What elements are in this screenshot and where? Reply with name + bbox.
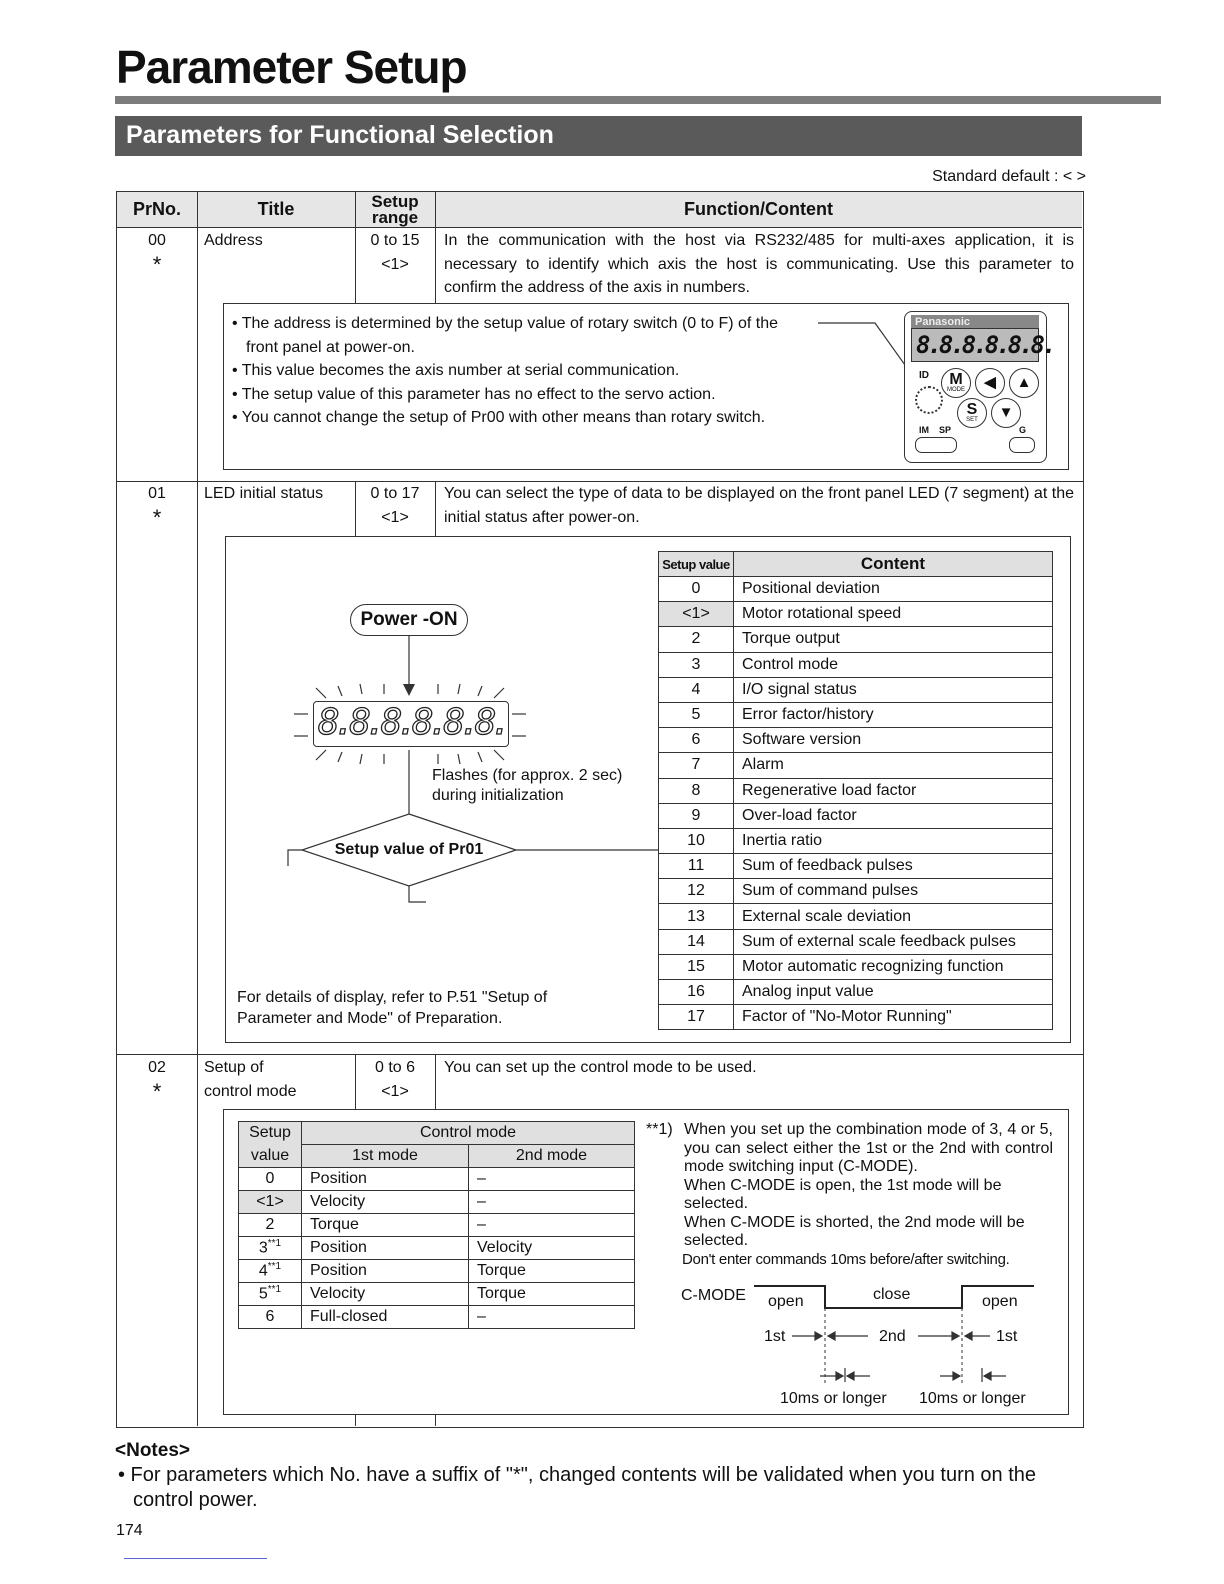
pr00-bullets xyxy=(232,312,778,430)
pr00-bullet: • You cannot change the setup of Pr00 with other means than rotary switch. xyxy=(232,409,766,426)
col-setup-value: Setup value xyxy=(659,552,734,577)
pr02-no xyxy=(117,1056,197,1106)
setup-value-text: 0 xyxy=(265,1170,275,1187)
table-row xyxy=(659,577,1053,602)
left-button[interactable] xyxy=(975,368,1005,398)
col-line xyxy=(435,481,436,537)
setup-value-cell: 3 xyxy=(659,652,734,677)
page-title: Parameter Setup xyxy=(116,41,467,93)
content-cell: Control mode xyxy=(734,652,1053,677)
pr00-bullet: • This value becomes the axis number at serial communication. xyxy=(232,362,680,379)
col-control-mode: Control mode xyxy=(302,1122,635,1145)
pr02-title-line: Setup of xyxy=(204,1059,264,1076)
content-cell: Sum of external scale feedback pulses xyxy=(734,929,1053,954)
content-cell: Sum of feedback pulses xyxy=(734,854,1053,879)
pr01-range-text: 0 to 17 xyxy=(370,485,420,502)
pr00-content: In the communication with the host via RS232/485 for multi-axes application, it is necessary to identify which axis the host is communicating. Use this parameter to confirm the address of the axis in numbers. xyxy=(444,232,1074,296)
table-row xyxy=(659,677,1053,702)
header-range xyxy=(355,192,435,228)
pr00-title: Address xyxy=(204,232,263,249)
second-mode-cell: – xyxy=(469,1191,635,1214)
set-button-label: S xyxy=(966,401,978,418)
table-header-row xyxy=(239,1145,635,1168)
setup-value-cell: <1> xyxy=(659,602,734,627)
setup-value-cell: 10 xyxy=(659,828,734,853)
content-cell: Over-load factor xyxy=(734,803,1053,828)
content-cell: External scale deviation xyxy=(734,904,1053,929)
panel-sp-label: SP xyxy=(939,425,952,435)
panel-im-label: IM xyxy=(919,425,929,435)
table-row xyxy=(659,929,1053,954)
pr00-bullet: front panel at power-on. xyxy=(246,338,415,356)
setup-value-cell: 9 xyxy=(659,803,734,828)
panel-brand: Panasonic xyxy=(911,315,1039,329)
cmode-label: C-MODE xyxy=(681,1287,746,1304)
setup-value-text: 3 xyxy=(258,1239,268,1257)
detail-note xyxy=(237,987,547,1029)
setup-value-cell: 13 xyxy=(659,904,734,929)
content-cell: Software version xyxy=(734,728,1053,753)
setup-value-text: <1> xyxy=(256,1193,284,1210)
content-cell: Sum of command pulses xyxy=(734,879,1053,904)
content-cell: Analog input value xyxy=(734,980,1053,1005)
pr00-range-text: 0 to 15 xyxy=(370,232,420,249)
rotary-switch-icon xyxy=(915,386,943,414)
pr01-range xyxy=(355,482,435,529)
pr02-title xyxy=(204,1056,297,1103)
header-function-label: Function/Content xyxy=(684,199,833,219)
ground-terminal-icon xyxy=(1009,437,1035,453)
first-mode-cell: Velocity xyxy=(302,1191,469,1214)
pr00-mark: * xyxy=(152,251,162,277)
timing-first: 1st xyxy=(996,1328,1018,1345)
pr00-default: <1> xyxy=(381,255,409,273)
col-second-mode: 2nd mode xyxy=(469,1145,635,1168)
footnote-mark: **1 xyxy=(267,1261,282,1273)
pr01-mark: * xyxy=(152,504,162,530)
note-mark: **1) xyxy=(646,1121,673,1138)
table-row xyxy=(659,854,1053,879)
table-row xyxy=(239,1237,635,1260)
note-text: When C-MODE is open, the 1st mode will be selected. xyxy=(684,1176,1002,1212)
title-rule xyxy=(115,96,1161,104)
standard-default-note: Standard default : < > xyxy=(932,168,1086,185)
pr00-no-text: 00 xyxy=(148,232,166,249)
col-setup: Setup xyxy=(239,1122,302,1145)
col-line xyxy=(197,191,198,1426)
up-button[interactable] xyxy=(1009,368,1039,398)
setup-value-cell: 0 xyxy=(659,577,734,602)
col-first-mode: 1st mode xyxy=(302,1145,469,1168)
pr02-default: <1> xyxy=(381,1082,409,1100)
timing-open: open xyxy=(982,1293,1018,1310)
second-mode-cell: Velocity xyxy=(469,1237,635,1260)
content-cell: Torque output xyxy=(734,627,1053,652)
timing-interval: 10ms or longer xyxy=(919,1390,1026,1407)
pr02-title-line: control mode xyxy=(204,1082,297,1100)
header-function xyxy=(435,192,1082,228)
table-row xyxy=(659,803,1053,828)
header-title-label: Title xyxy=(257,199,295,219)
pr00-bullet: • The address is determined by the setup value of rotary switch (0 to F) of the xyxy=(232,315,779,332)
second-mode-cell: Torque xyxy=(469,1283,635,1306)
second-mode-cell: Torque xyxy=(469,1260,635,1283)
setup-value-cell xyxy=(239,1306,302,1329)
detail-note-line: For details of display, refer to P.51 "Setup of xyxy=(237,989,548,1006)
table-row xyxy=(239,1283,635,1306)
set-button[interactable] xyxy=(957,398,987,428)
first-mode-cell: Torque xyxy=(302,1214,469,1237)
page-number: 174 xyxy=(116,1522,143,1539)
pr02-range-text: 0 to 6 xyxy=(374,1059,416,1076)
down-button[interactable] xyxy=(991,398,1021,428)
first-mode-cell: Position xyxy=(302,1168,469,1191)
pr00-no xyxy=(117,229,197,279)
mode-sublabel: MODE xyxy=(947,387,965,393)
section-title: Parameters for Functional Selection xyxy=(126,121,554,149)
section-band xyxy=(115,116,1082,156)
led-display xyxy=(313,701,509,747)
timing-first: 1st xyxy=(764,1328,786,1345)
setup-value-text: 2 xyxy=(265,1216,275,1233)
table-row xyxy=(239,1168,635,1191)
header-range-label: Setup range xyxy=(371,191,419,227)
table-row xyxy=(239,1214,635,1237)
table-row xyxy=(239,1306,635,1329)
first-mode-cell: Velocity xyxy=(302,1283,469,1306)
mode-button-label: M xyxy=(949,371,963,388)
up-arrow-icon: ▲ xyxy=(1016,374,1032,391)
content-cell: Motor automatic recognizing function xyxy=(734,954,1053,979)
flash-note-line: during initialization xyxy=(432,787,564,804)
setup-value-text: 6 xyxy=(265,1308,275,1325)
first-mode-cell: Position xyxy=(302,1237,469,1260)
pr00-bullet: • The setup value of this parameter has no effect to the servo action. xyxy=(232,385,716,403)
setup-value-text: 4 xyxy=(258,1262,268,1280)
setup-value-cell: 7 xyxy=(659,753,734,778)
flash-note xyxy=(432,766,622,806)
panel-display xyxy=(911,328,1054,362)
setup-value-cell: 12 xyxy=(659,879,734,904)
note-text: When you set up the combination mode of 3, 4 or 5, you can select either the 1st or the 2nd with control mode switching input (C-MODE). xyxy=(684,1121,1053,1175)
setup-value-text: 5 xyxy=(258,1285,268,1303)
table-header-row xyxy=(659,552,1053,577)
left-arrow-icon: ◀ xyxy=(984,374,996,391)
notes-text xyxy=(118,1463,1036,1513)
content-cell: Motor rotational speed xyxy=(734,602,1053,627)
set-sublabel: SET xyxy=(966,417,978,423)
table-header-row xyxy=(239,1122,635,1145)
table-row xyxy=(659,652,1053,677)
panel-id-label: ID xyxy=(919,370,929,381)
col-value: value xyxy=(239,1145,302,1168)
table-row xyxy=(239,1191,635,1214)
pr00-range xyxy=(355,229,435,276)
col-line xyxy=(435,1054,436,1110)
setup-value-cell xyxy=(239,1168,302,1191)
monitor-terminal-icon xyxy=(915,437,957,453)
setup-value-cell: 11 xyxy=(659,854,734,879)
setup-value-cell xyxy=(239,1191,302,1214)
pr02-range xyxy=(355,1056,435,1103)
table-row xyxy=(659,954,1053,979)
first-mode-cell: Position xyxy=(302,1260,469,1283)
setup-value-cell xyxy=(239,1237,302,1260)
setup-value-cell: 14 xyxy=(659,929,734,954)
content-cell: Positional deviation xyxy=(734,577,1053,602)
flash-note-line: Flashes (for approx. 2 sec) xyxy=(432,767,623,784)
mode-button[interactable] xyxy=(941,368,971,398)
led-display-text: 8.8.8.8.8.8. xyxy=(318,702,507,743)
table-row xyxy=(659,778,1053,803)
table-row xyxy=(239,1260,635,1283)
notes-line: control power. xyxy=(133,1489,258,1511)
notes-title: <Notes> xyxy=(115,1440,190,1461)
pr02-content: You can set up the control mode to be used. xyxy=(444,1059,757,1076)
setup-value-cell: 16 xyxy=(659,980,734,1005)
footnote-mark: **1 xyxy=(267,1238,282,1250)
table-row xyxy=(659,728,1053,753)
power-on-text: Power -ON xyxy=(360,609,458,630)
second-mode-cell: – xyxy=(469,1306,635,1329)
pr01-default: <1> xyxy=(381,508,409,526)
led-setup-table xyxy=(658,551,1053,1030)
pr02-mark: * xyxy=(152,1078,162,1104)
content-cell: Inertia ratio xyxy=(734,828,1053,853)
note-text: When C-MODE is shorted, the 2nd mode will be selected. xyxy=(684,1213,1025,1249)
header-prno xyxy=(117,192,197,228)
table-row xyxy=(659,702,1053,727)
content-cell: Error factor/history xyxy=(734,702,1053,727)
combination-note xyxy=(646,1121,1053,1269)
timing-interval: 10ms or longer xyxy=(780,1390,887,1407)
front-panel xyxy=(904,311,1054,463)
first-mode-cell: Full-closed xyxy=(302,1306,469,1329)
header-prno-label: PrNo. xyxy=(132,199,181,219)
setup-value-cell: 2 xyxy=(659,627,734,652)
col-content: Content xyxy=(734,552,1053,577)
row-line xyxy=(116,1054,1083,1055)
pr01-no-text: 01 xyxy=(148,485,166,502)
setup-value-cell: 5 xyxy=(659,702,734,727)
notes-line: • For parameters which No. have a suffix of "*", changed contents will be validated when you turn on the xyxy=(118,1464,1037,1486)
setup-value-cell xyxy=(239,1283,302,1306)
second-mode-cell: – xyxy=(469,1168,635,1191)
timing-second: 2nd xyxy=(879,1328,906,1345)
footer-rule xyxy=(124,1558,267,1559)
timing-open: open xyxy=(768,1293,804,1310)
timing-close: close xyxy=(873,1286,911,1303)
setup-value-cell: 17 xyxy=(659,1005,734,1030)
content-cell: Factor of "No-Motor Running" xyxy=(734,1005,1053,1030)
table-row xyxy=(659,828,1053,853)
footnote-mark: **1 xyxy=(267,1284,282,1296)
setup-value-cell: 6 xyxy=(659,728,734,753)
content-cell: Alarm xyxy=(734,753,1053,778)
second-mode-cell: – xyxy=(469,1214,635,1237)
pr01-title: LED initial status xyxy=(204,485,324,502)
table-row xyxy=(659,879,1053,904)
setup-value-cell xyxy=(239,1214,302,1237)
setup-value-cell: 4 xyxy=(659,677,734,702)
table-row xyxy=(659,980,1053,1005)
col-line xyxy=(435,191,436,304)
table-row xyxy=(659,602,1053,627)
table-row xyxy=(659,753,1053,778)
pr02-no-text: 02 xyxy=(148,1059,166,1076)
note-text: Don't enter commands 10ms before/after switching. xyxy=(682,1250,1010,1268)
decision-label: Setup value of Pr01 xyxy=(334,841,484,858)
table-row xyxy=(659,904,1053,929)
setup-value-cell: 15 xyxy=(659,954,734,979)
table-row xyxy=(659,627,1053,652)
content-cell: I/O signal status xyxy=(734,677,1053,702)
table-row xyxy=(659,1005,1053,1030)
panel-display-text: 8.8.8.8.8.8. xyxy=(916,331,1054,359)
header-title xyxy=(197,192,355,228)
detail-note-line: Parameter and Mode" of Preparation. xyxy=(237,1010,503,1027)
control-mode-table xyxy=(238,1121,635,1329)
pr01-content: You can select the type of data to be displayed on the front panel LED (7 segment) at the initial status after power-on. xyxy=(444,485,1074,526)
setup-value-cell: 8 xyxy=(659,778,734,803)
pr01-no xyxy=(117,482,197,532)
setup-value-cell xyxy=(239,1260,302,1283)
content-cell: Regenerative load factor xyxy=(734,778,1053,803)
panel-g-label: G xyxy=(1019,425,1027,435)
down-arrow-icon: ▼ xyxy=(998,404,1014,421)
